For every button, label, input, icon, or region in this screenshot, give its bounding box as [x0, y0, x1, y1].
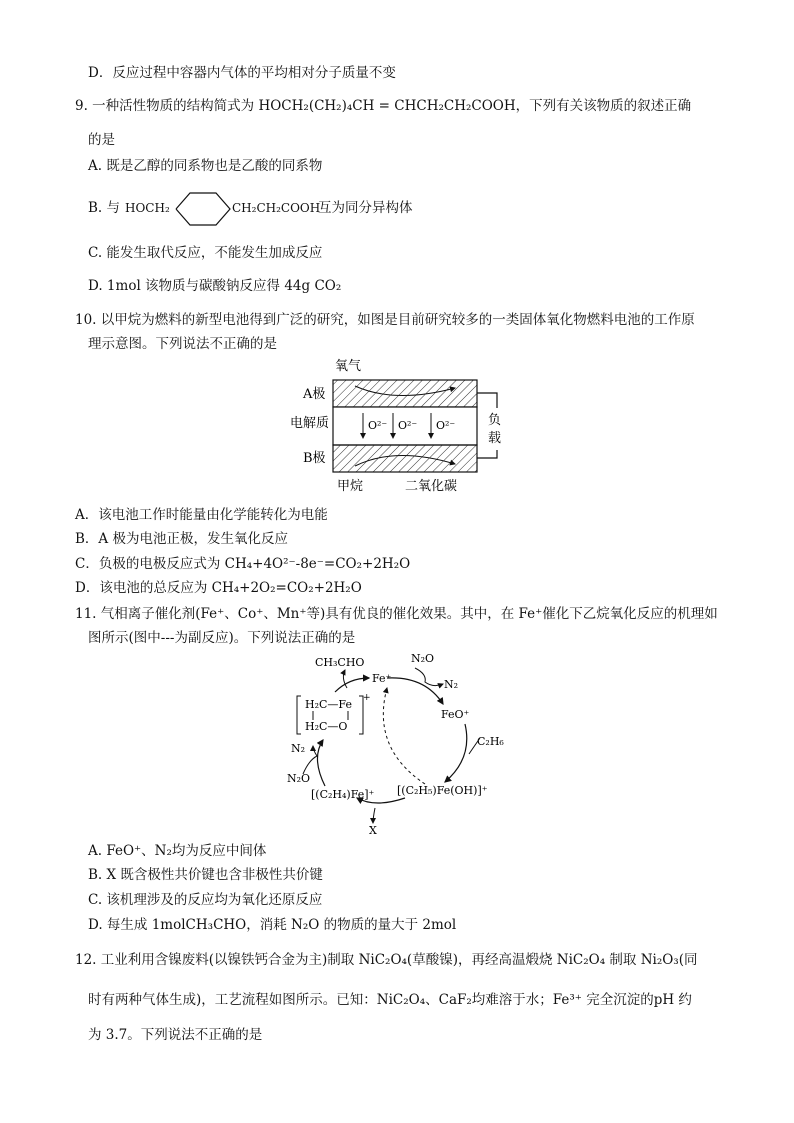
catalytic-cycle-diagram	[275, 648, 525, 838]
battery-load-label-1: 负	[488, 413, 502, 428]
cycle-n2o-left-label: N₂O	[287, 772, 311, 785]
cycle-ring-top: H₂C—Fe	[305, 698, 352, 711]
q10-option-c: C．负极的电极反应式为 CH₄+4O²⁻-8e⁻=CO₂+2H₂O	[75, 556, 411, 572]
q12-stem-line2: 时有两种气体生成)，工艺流程如图所示。已知：NiC₂O₄、CaF₂均难溶于水；Fe³⁺ 完全沉淀的pH 约	[88, 992, 692, 1008]
cycle-ring-plus: +	[363, 693, 371, 703]
q9-struct-right: CH₂CH₂COOH	[232, 201, 321, 215]
cycle-n2-top-label: N₂	[444, 678, 459, 691]
battery-a-pole-label: A极	[303, 387, 326, 402]
q9-stem-line2: 的是	[88, 132, 115, 148]
q11-option-c: C. 该机理涉及的反应均为氧化还原反应	[88, 892, 323, 908]
battery-load-label-2: 载	[488, 431, 502, 446]
cycle-ch3cho-label: CH₃CHO	[315, 656, 365, 669]
cycle-n2o-top-label: N₂O	[411, 652, 435, 665]
cycle-ring-bottom: H₂C—O	[305, 720, 348, 733]
q10-option-d: D．该电池的总反应为 CH₄+2O₂=CO₂+2H₂O	[75, 580, 362, 596]
q9-option-b-suffix: 互为同分异构体	[318, 200, 413, 216]
fuel-cell-diagram	[285, 356, 525, 496]
q9-option-d: D. 1mol 该物质与碳酸钠反应得 44g CO₂	[88, 278, 342, 294]
q10-option-b: B．A 极为电池正极，发生氧化反应	[75, 531, 288, 547]
q9-option-a: A. 既是乙醇的同系物也是乙酸的同系物	[88, 158, 323, 174]
q11-option-d: D. 每生成 1molCH₃CHO，消耗 N₂O 的物质的量大于 2mol	[88, 917, 457, 933]
battery-co2-label: 二氧化碳	[405, 479, 458, 494]
q10-stem-line2: 理示意图。下列说法不正确的是	[88, 336, 277, 352]
cycle-fe-plus-label: Fe⁺	[372, 672, 392, 685]
q9-struct-left: HOCH₂	[125, 201, 170, 215]
q9-stem-line1: 9. 一种活性物质的结构简式为 HOCH₂(CH₂)₄CH = CHCH₂CH₂COOH，下列有关该物质的叙述正确	[75, 98, 692, 114]
cycle-x-label: X	[369, 824, 377, 837]
q8-option-d: D．反应过程中容器内气体的平均相对分子质量不变	[88, 65, 396, 81]
q11-option-b: B. X 既含极性共价键也含非极性共价键	[88, 867, 323, 883]
q11-option-a: A. FeO⁺、N₂均为反应中间体	[88, 843, 267, 859]
battery-ion-label-3: O²⁻	[436, 419, 456, 432]
q11-stem-line1: 11. 气相离子催化剂(Fe⁺、Co⁺、Mn⁺等)具有优良的催化效果。其中，在 Fe⁺催化下乙烷氧化反应的机理如	[75, 606, 718, 622]
battery-oxygen-label: 氧气	[335, 359, 362, 374]
battery-b-pole-label: B极	[303, 451, 326, 466]
q12-stem-line1: 12. 工业利用含镍废料(以镍铁钙合金为主)制取 NiC₂O₄(草酸镍)，再经高温煅烧 NiC₂O₄ 制取 Ni₂O₃(同	[75, 952, 698, 968]
cycle-fe-oh-label: [(C₂H₅)Fe(OH)]⁺	[397, 784, 488, 797]
q11-stem-line2: 图所示(图中---为副反应)。下列说法正确的是	[88, 630, 356, 646]
cyclohexane-ring-icon	[168, 184, 238, 234]
battery-ion-label-1: O²⁻	[368, 419, 388, 432]
cycle-c2h4fe-label: [(C₂H₄)Fe]⁺	[311, 788, 375, 801]
battery-methane-label: 甲烷	[337, 479, 364, 494]
battery-electrolyte-label: 电解质	[290, 416, 330, 431]
cycle-n2-left-label: N₂	[291, 742, 306, 755]
q10-option-a: A．该电池工作时能量由化学能转化为电能	[75, 507, 328, 523]
cycle-c2h6-label: C₂H₆	[477, 735, 504, 748]
q9-option-c: C. 能发生取代反应，不能发生加成反应	[88, 245, 323, 261]
cycle-feo-plus-label: FeO⁺	[441, 708, 470, 721]
q9-option-b-prefix: B. 与	[88, 200, 121, 216]
q12-stem-line3: 为 3.7。下列说法不正确的是	[88, 1027, 263, 1043]
battery-ion-label-2: O²⁻	[398, 419, 418, 432]
q10-stem-line1: 10. 以甲烷为燃料的新型电池得到广泛的研究，如图是目前研究较多的一类固体氧化物燃料电池的工作原	[75, 312, 695, 328]
